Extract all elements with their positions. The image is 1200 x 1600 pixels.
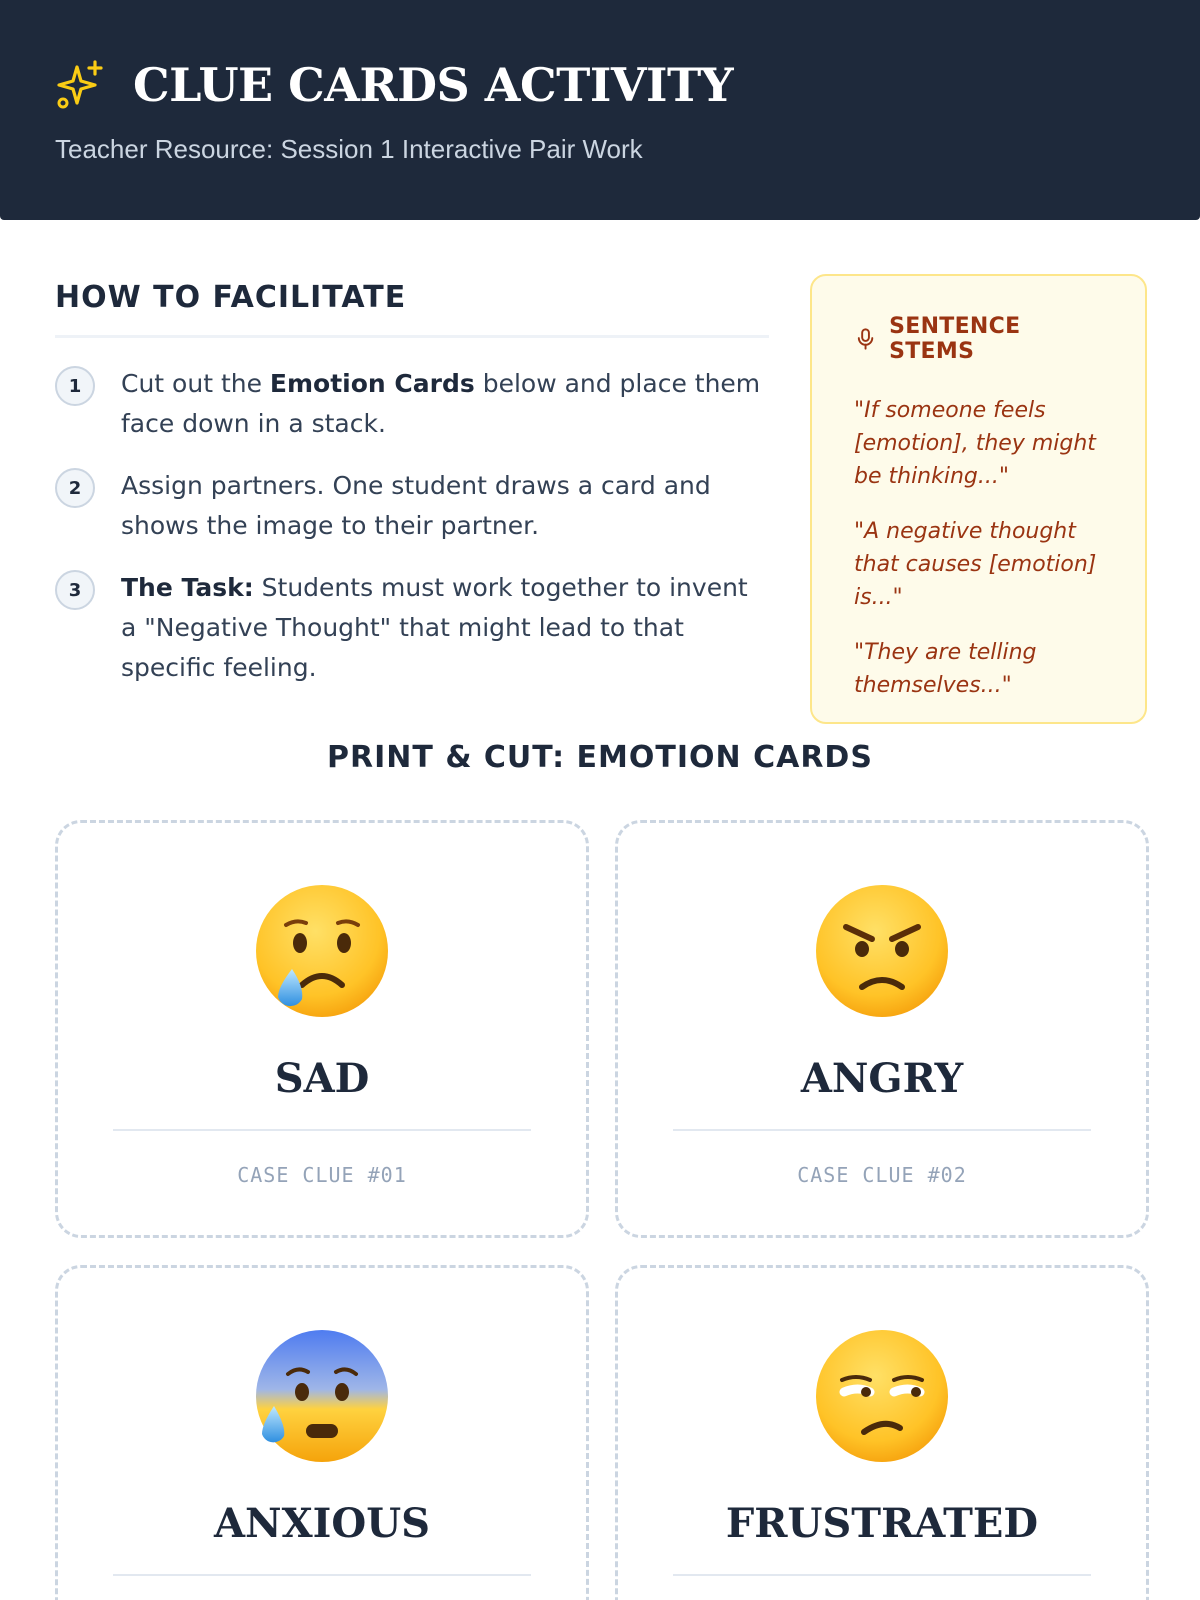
microphone-icon — [854, 327, 877, 351]
step-item — [55, 364, 769, 444]
page-subtitle: Teacher Resource: Session 1 Interactive Pair Work — [55, 134, 643, 164]
divider — [673, 1129, 1091, 1131]
card-label: ANGRY — [800, 1055, 964, 1102]
unamused-face-icon — [812, 1326, 952, 1466]
sparkles-icon — [55, 59, 107, 111]
section-heading: HOW TO FACILITATE — [55, 280, 769, 338]
angry-face-icon — [812, 881, 952, 1021]
sentence-stem: "They are telling themselves..." — [854, 640, 1037, 698]
step-number: 2 — [55, 468, 95, 508]
card-label: SAD — [274, 1055, 370, 1102]
header — [0, 0, 1200, 220]
emotion-card — [55, 820, 589, 1238]
sentence-stem: "A negative thought that causes [emotion] is..." — [854, 519, 1097, 610]
card-clue: CASE CLUE #01 — [237, 1163, 407, 1187]
steps-list — [55, 364, 769, 688]
step-number: 3 — [55, 570, 95, 610]
step-text: The Task: Students must work together to invent a "Negative Thought" that might lead to that specific feeling. — [121, 573, 748, 682]
card-label: ANXIOUS — [214, 1500, 430, 1547]
step-text: Assign partners. One student draws a card and shows the image to their partner. — [121, 471, 711, 540]
how-to-facilitate — [55, 280, 769, 710]
anxious-sweat-face-icon — [252, 1326, 392, 1466]
crying-face-icon — [252, 881, 392, 1021]
emotion-card — [615, 820, 1149, 1238]
divider — [673, 1574, 1091, 1576]
step-text: Cut out the Emotion Cards below and place them face down in a stack. — [121, 369, 761, 438]
card-clue: CASE CLUE #02 — [797, 1163, 967, 1187]
page-title: CLUE CARDS ACTIVITY — [133, 58, 734, 112]
emotion-card — [55, 1265, 589, 1600]
step-number: 1 — [55, 366, 95, 406]
cards-heading: PRINT & CUT: EMOTION CARDS — [327, 740, 873, 775]
emotion-card — [615, 1265, 1149, 1600]
divider — [113, 1574, 531, 1576]
divider — [113, 1129, 531, 1131]
stems-title: SENTENCE STEMS — [889, 314, 1021, 364]
stems-header — [854, 314, 1105, 364]
step-item — [55, 568, 769, 688]
title-row — [55, 58, 1145, 112]
sentence-stems-box — [810, 274, 1147, 724]
card-label: FRUSTRATED — [725, 1500, 1039, 1547]
step-item — [55, 466, 769, 546]
sentence-stem: "If someone feels [emotion], they might be thinking..." — [854, 398, 1096, 489]
facilitation-section — [0, 220, 1200, 740]
